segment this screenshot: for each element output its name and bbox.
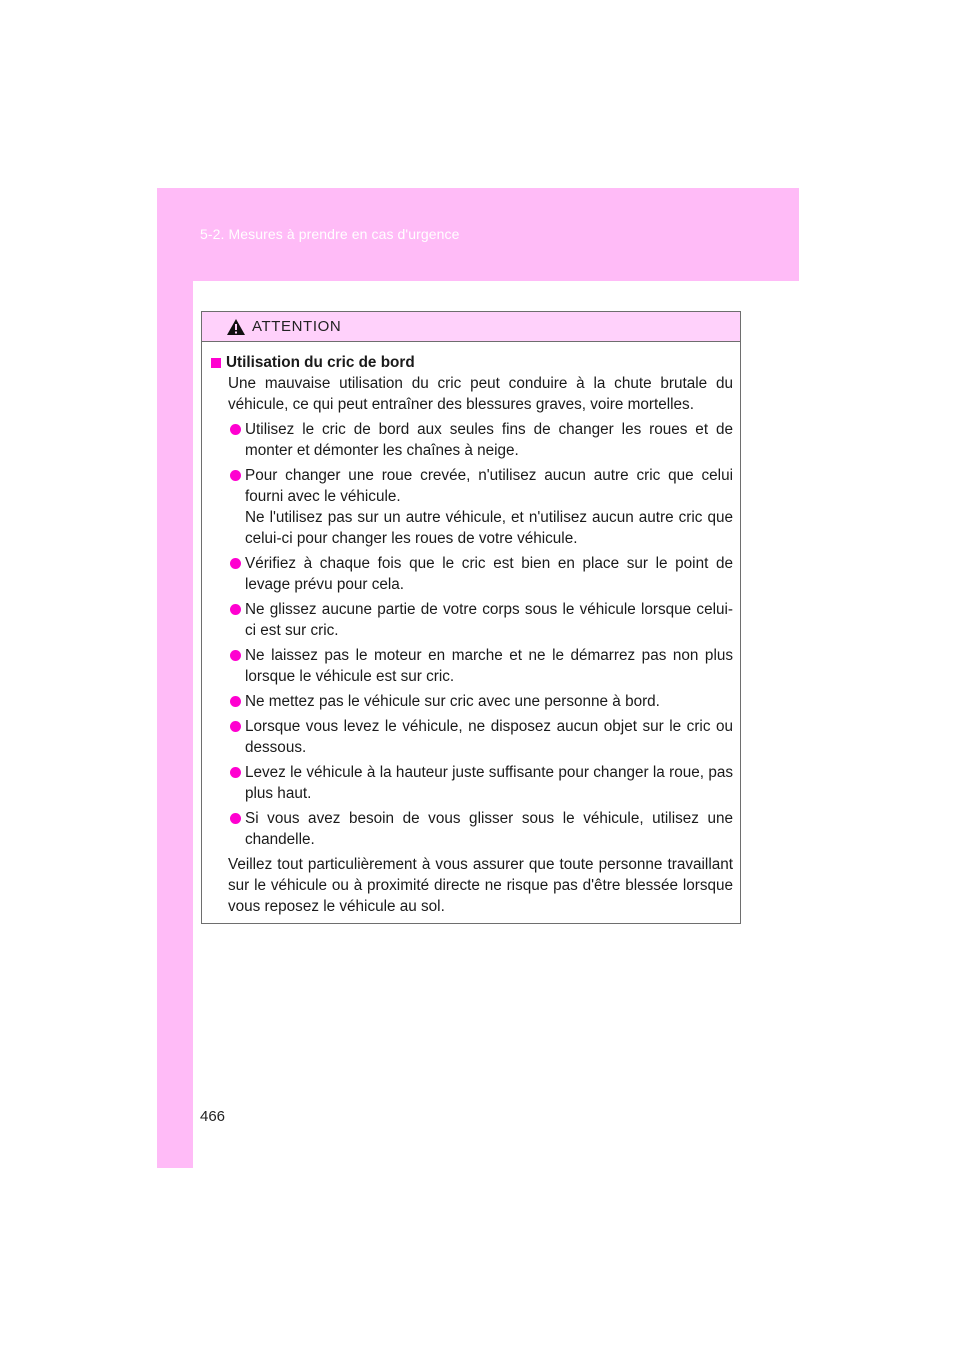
bullet-dot-icon <box>230 558 241 569</box>
bullet-text: Vérifiez à chaque fois que le cric est bien en place sur le point de levage prévu pour cela. <box>245 555 733 593</box>
bullet-dot-icon <box>230 767 241 778</box>
list-item <box>211 645 733 687</box>
list-item <box>211 691 733 712</box>
list-item <box>211 762 733 804</box>
bullet-dot-icon <box>230 696 241 707</box>
section-title: 5-2. Mesures à prendre en cas d'urgence <box>200 226 460 242</box>
caution-box <box>201 311 741 924</box>
bullet-text: Pour changer une roue crevée, n'utilisez aucun autre cric que celui fourni avec le véhicule. <box>245 467 733 505</box>
outro-paragraph: Veillez tout particulièrement à vous assurer que toute personne travaillant sur le véhicule ou à proximité directe ne risque pas d'être blessée lorsque vous reposez le véhicule au sol. <box>228 856 733 915</box>
subheading-text: Utilisation du cric de bord <box>226 354 415 371</box>
bullet-text: Lorsque vous levez le véhicule, ne disposez aucun objet sur le cric ou dessous. <box>245 718 733 756</box>
list-item <box>211 465 733 549</box>
bullet-dot-icon <box>230 721 241 732</box>
bullet-dot-icon <box>230 604 241 615</box>
bullet-text: Ne mettez pas le véhicule sur cric avec une personne à bord. <box>245 693 660 710</box>
caution-header <box>202 312 740 342</box>
bullet-text: Si vous avez besoin de vous glisser sous le véhicule, utilisez une chandelle. <box>245 810 733 848</box>
warning-triangle-icon <box>226 318 246 336</box>
subheading <box>211 352 733 373</box>
bullet-text: Ne laissez pas le moteur en marche et ne le démarrez pas non plus lorsque le véhicule est sur cric. <box>245 647 733 685</box>
list-item <box>211 553 733 595</box>
bullet-dot-icon <box>230 470 241 481</box>
list-item <box>211 599 733 641</box>
bullet-text: Ne glissez aucune partie de votre corps sous le véhicule lorsque celui-ci est sur cric. <box>245 601 733 639</box>
bullet-text-secondary: Ne l'utilisez pas sur un autre véhicule, et n'utilisez aucun autre cric que celui-ci pour changer les roues de votre véhicule. <box>245 509 733 547</box>
bullet-dot-icon <box>230 813 241 824</box>
list-item <box>211 808 733 850</box>
list-item <box>211 716 733 758</box>
bullet-text: Levez le véhicule à la hauteur juste suffisante pour changer la roue, pas plus haut. <box>245 764 733 802</box>
intro-paragraph: Une mauvaise utilisation du cric peut conduire à la chute brutale du véhicule, ce qui peut entraîner des blessures graves, voire mortelles. <box>228 375 733 413</box>
square-bullet-icon <box>211 358 221 368</box>
bullet-dot-icon <box>230 424 241 435</box>
list-item <box>211 419 733 461</box>
bullet-text: Utilisez le cric de bord aux seules fins de changer les roues et de monter et démonter les chaînes à neige. <box>245 421 733 459</box>
bullet-list <box>211 419 733 850</box>
side-strip <box>157 188 193 1168</box>
caution-title: ATTENTION <box>252 318 342 335</box>
page-number: 466 <box>200 1108 226 1125</box>
bullet-dot-icon <box>230 650 241 661</box>
caution-body <box>202 342 740 917</box>
